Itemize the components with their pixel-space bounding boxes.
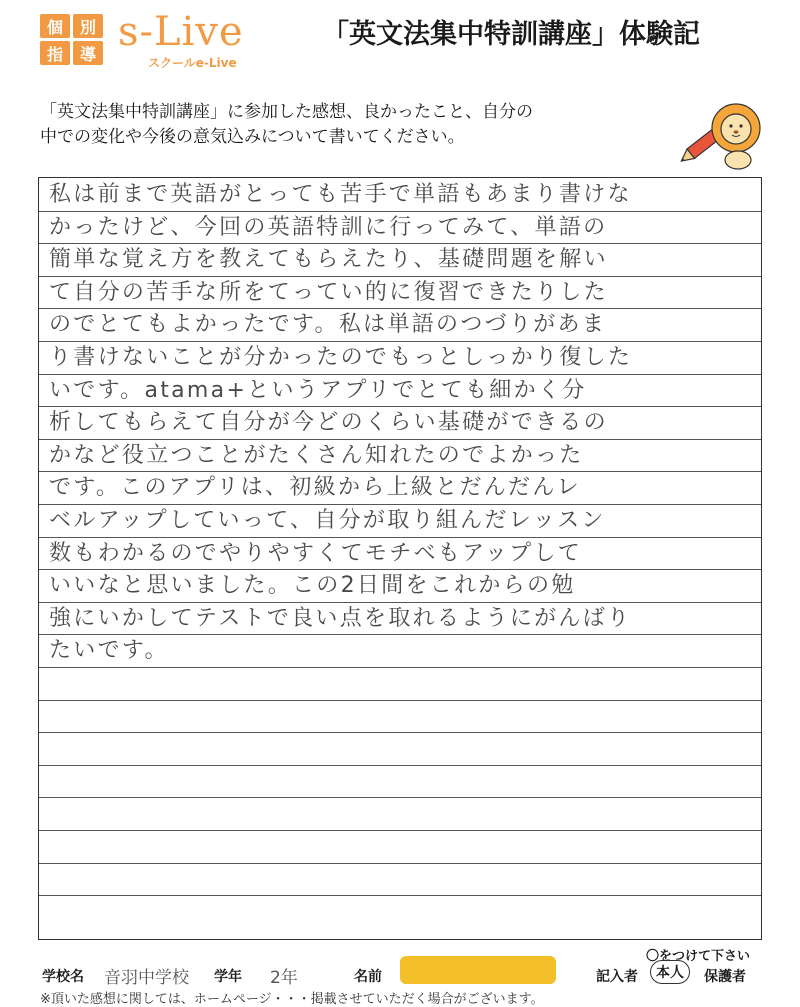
page-title: 「英文法集中特訓講座」体験記: [322, 19, 700, 50]
ruled-line: [39, 211, 761, 212]
ruled-line: [39, 439, 761, 440]
school-value: 音羽中学校: [104, 968, 189, 988]
ruled-line: [39, 243, 761, 244]
logo-char: 指: [40, 41, 70, 65]
essay-line: いです。atama+というアプリでとても細かく分: [49, 377, 587, 403]
ruled-line: [39, 406, 761, 407]
ruled-line: [39, 308, 761, 309]
essay-line: いいなと思いました。この2日間をこれからの勉: [49, 573, 576, 599]
instructions-line: 中での変化や今後の意気込みについて書いてください。: [40, 127, 465, 147]
logo-char: 個: [40, 14, 70, 38]
school-label: 学校名: [42, 969, 84, 985]
essay-line: り書けないことが分かったのでもっとしっかり復した: [49, 345, 633, 370]
ruled-line: [39, 863, 761, 864]
essay-line: かなど役立つことがたくさん知れたのでよかった: [49, 442, 584, 468]
essay-line: です。このアプリは、初級から上級とだんだんレ: [49, 475, 581, 501]
ruled-line: [39, 895, 761, 896]
essay-line: のでとてもよかったです。私は単語のつづりがあま: [49, 312, 607, 338]
essay-line: て自分の苦手な所をてってい的に復習できたりした: [49, 279, 608, 305]
circle-instruction: 〇をつけて下さい: [646, 949, 751, 964]
writer-self-option: 本人: [650, 960, 690, 984]
ruled-line: [39, 700, 761, 701]
writer-label: 記入者: [596, 969, 638, 985]
essay-line: 数もわかるのでやりやすくてモチベもアップして: [49, 540, 583, 566]
essay-line: たいです。: [49, 638, 169, 664]
ruled-line: [39, 374, 761, 375]
ruled-line: [39, 765, 761, 766]
logo-wordmark: s-Live: [118, 9, 244, 55]
ruled-line: [39, 797, 761, 798]
essay-line: 私は前まで英語がとっても苦手で単語もあまり書けな: [49, 182, 632, 207]
ruled-line: [39, 602, 761, 603]
ruled-line: [39, 830, 761, 831]
essay-box: [38, 177, 762, 940]
essay-line: 簡単な覚え方を教えてもらえたり、基礎問題を解い: [49, 247, 608, 273]
essay-line: 析してもらえて自分が今どのくらい基礎ができるの: [49, 410, 608, 436]
ruled-line: [39, 471, 761, 472]
name-label: 名前: [354, 969, 382, 985]
ruled-line: [39, 569, 761, 570]
essay-line: かったけど、今回の英語特訓に行ってみて、単語の: [49, 214, 608, 240]
ruled-line: [39, 667, 761, 668]
instructions-line: 「英文法集中特訓講座」に参加した感想、良かったこと、自分の: [40, 102, 533, 122]
essay-line: ベルアップしていって、自分が取り組んだレッスン: [49, 508, 606, 533]
ruled-line: [39, 634, 761, 635]
ruled-line: [39, 504, 761, 505]
logo-badge: [40, 14, 104, 66]
lion-with-pencil-icon: [676, 94, 766, 170]
grade-label: 学年: [214, 969, 242, 985]
grade-value: 2年: [270, 968, 298, 988]
ruled-line: [39, 732, 761, 733]
name-redaction: [400, 956, 556, 984]
essay-line: 強にいかしてテストで良い点を取れるようにがんばり: [49, 605, 632, 631]
ruled-line: [39, 276, 761, 277]
form-footer: [38, 962, 762, 990]
instructions: [40, 100, 660, 150]
logo-char: 導: [73, 41, 103, 65]
ruled-line: [39, 537, 761, 538]
ruled-line: [39, 341, 761, 342]
footnote: ※頂いた感想に関しては、ホームページ・・・掲載させていただく場合がございます。: [40, 992, 544, 1007]
logo-char: 別: [73, 14, 103, 38]
logo-subtitle: スクールe-Live: [148, 56, 237, 70]
writer-guardian-option: 保護者: [704, 969, 746, 985]
